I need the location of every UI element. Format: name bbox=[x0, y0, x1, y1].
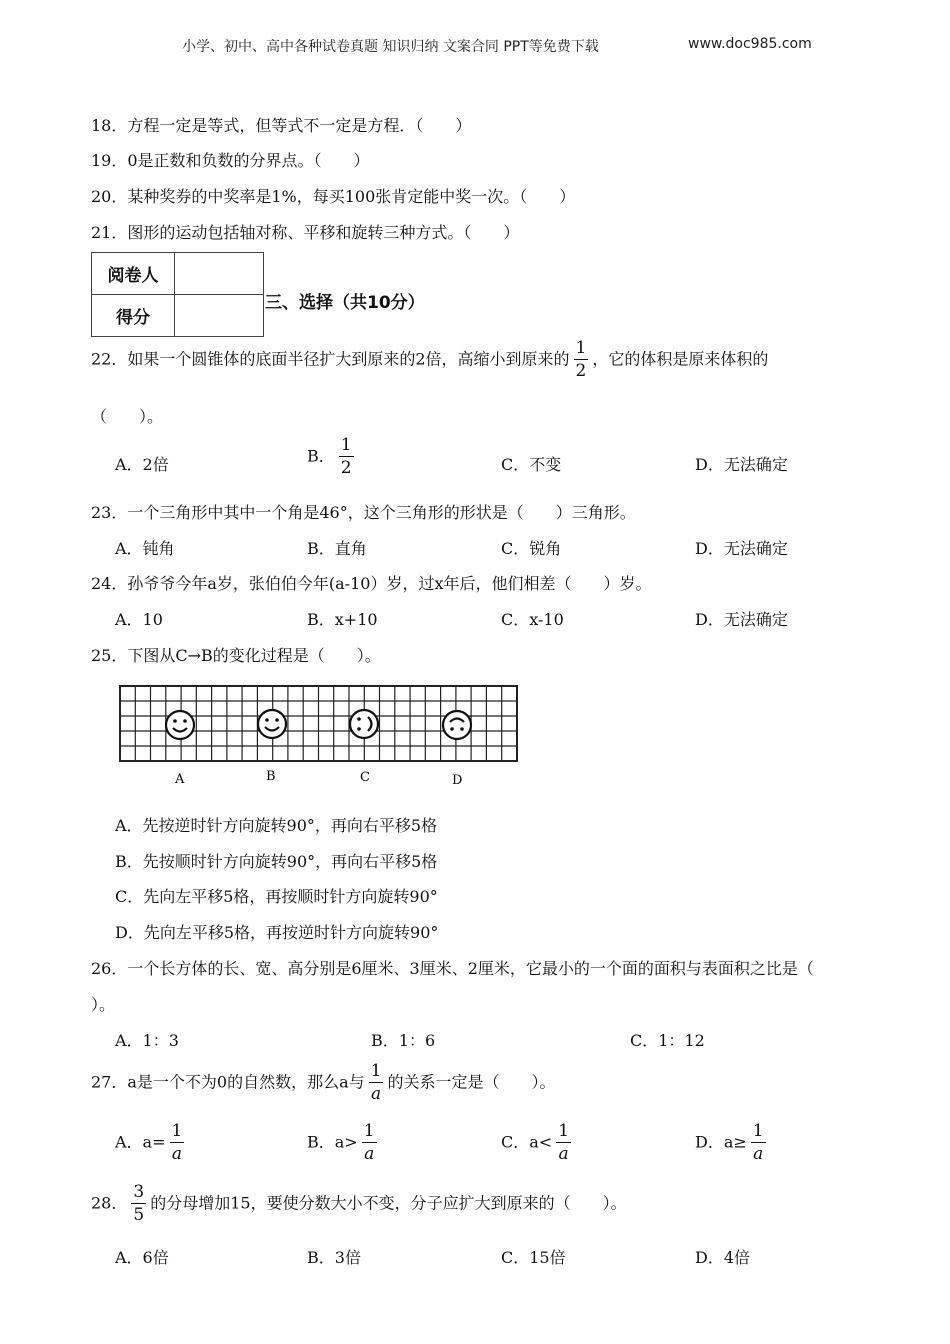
q26-line2: ）。 bbox=[91, 995, 116, 1014]
question-23: 23．一个三角形中其中一个角是46°，这个三角形的形状是（ ）三角形。 bbox=[91, 503, 636, 522]
q27-option-d[interactable] bbox=[695, 1123, 770, 1163]
question-27 bbox=[91, 1063, 555, 1103]
grid-label-a: A bbox=[175, 772, 185, 787]
q25-option-b[interactable]: B．先按顺时针方向旋转90°，再向右平移5格 bbox=[115, 852, 438, 871]
q24-option-a[interactable]: A．10 bbox=[115, 610, 163, 629]
q22-frac-den: 2 bbox=[575, 361, 587, 381]
q27-option-b-fraction bbox=[362, 1123, 377, 1163]
face-a-icon bbox=[166, 711, 194, 739]
q22-frac-num: 1 bbox=[575, 338, 587, 358]
reviewer-field[interactable] bbox=[175, 253, 264, 295]
q22-option-b-den: 2 bbox=[340, 458, 352, 478]
q22-option-b-fraction bbox=[339, 437, 354, 477]
q22-fraction bbox=[574, 340, 589, 380]
q27-option-b-den: a bbox=[364, 1144, 375, 1164]
grid-label-d: D bbox=[452, 773, 463, 788]
q27-option-b-num: 1 bbox=[363, 1121, 375, 1141]
q27-option-c-prefix: C．a< bbox=[501, 1132, 553, 1152]
q28-fraction bbox=[131, 1184, 146, 1224]
question-22 bbox=[91, 340, 768, 380]
q25-option-c[interactable]: C．先向左平移5格，再按顺时针方向旋转90° bbox=[115, 887, 438, 906]
q22-option-b-num: 1 bbox=[340, 435, 352, 455]
q26-option-c[interactable]: C．1：12 bbox=[630, 1031, 705, 1050]
q28-option-b[interactable]: B．3倍 bbox=[307, 1248, 361, 1267]
q27-option-a[interactable] bbox=[115, 1123, 188, 1163]
transform-grid-figure bbox=[118, 684, 522, 790]
q23-option-d[interactable]: D．无法确定 bbox=[695, 539, 788, 558]
q27-frac-num: 1 bbox=[370, 1061, 382, 1081]
q27-option-a-num: 1 bbox=[171, 1121, 183, 1141]
q24-option-c[interactable]: C．x-10 bbox=[501, 610, 564, 629]
q27-fraction bbox=[369, 1063, 384, 1103]
q28-text-after: 的分母增加15，要使分数大小不变，分子应扩大到原来的（ ）。 bbox=[150, 1193, 627, 1213]
q27-option-b-prefix: B．a> bbox=[307, 1132, 358, 1152]
grid-label-c: C bbox=[360, 770, 370, 785]
q27-option-d-num: 1 bbox=[752, 1121, 764, 1141]
q27-option-a-den: a bbox=[171, 1144, 182, 1164]
q27-option-c-fraction bbox=[556, 1123, 571, 1163]
q27-option-d-fraction bbox=[751, 1123, 766, 1163]
question-21: 21．图形的运动包括轴对称、平移和旋转三种方式。（ ） bbox=[91, 223, 520, 242]
score-label: 得分 bbox=[92, 295, 175, 337]
q24-option-b[interactable]: B．x+10 bbox=[307, 610, 378, 629]
question-20: 20．某种奖券的中奖率是1%，每买100张肯定能中奖一次。（ ） bbox=[91, 187, 576, 206]
q27-text-after: 的关系一定是（ ）。 bbox=[387, 1072, 556, 1092]
q27-option-a-fraction bbox=[170, 1123, 185, 1163]
question-28 bbox=[91, 1184, 627, 1224]
header-text: 小学、初中、高中各种试卷真题 知识归纳 文案合同 PPT等免费下载 bbox=[182, 39, 599, 55]
score-box bbox=[91, 252, 264, 337]
reviewer-label: 阅卷人 bbox=[92, 253, 175, 295]
q23-option-a[interactable]: A．钝角 bbox=[115, 539, 175, 558]
q27-text-before: 27．a是一个不为0的自然数，那么a与 bbox=[91, 1072, 365, 1092]
question-19: 19．0是正数和负数的分界点。（ ） bbox=[91, 151, 370, 170]
q22-text-after: ，它的体积是原来体积的 bbox=[592, 349, 769, 369]
q27-option-c-num: 1 bbox=[558, 1121, 570, 1141]
q28-frac-den: 5 bbox=[133, 1205, 145, 1225]
q26-option-b[interactable]: B．1：6 bbox=[371, 1031, 436, 1050]
q22-option-d[interactable]: D．无法确定 bbox=[695, 455, 788, 474]
q23-option-c[interactable]: C．锐角 bbox=[501, 539, 562, 558]
q22-text-before: 22．如果一个圆锥体的底面半径扩大到原来的2倍，高缩小到原来的 bbox=[91, 349, 570, 369]
q23-option-b[interactable]: B．直角 bbox=[307, 539, 367, 558]
header-url[interactable]: www.doc985.com bbox=[688, 36, 812, 52]
q22-option-a[interactable]: A．2倍 bbox=[115, 455, 169, 474]
q25-option-d[interactable]: D．先向左平移5格，再按逆时针方向旋转90° bbox=[115, 923, 439, 942]
q27-frac-den: a bbox=[370, 1084, 382, 1104]
q24-option-d[interactable]: D．无法确定 bbox=[695, 610, 788, 629]
q28-option-d[interactable]: D．4倍 bbox=[695, 1248, 751, 1267]
q27-option-c[interactable] bbox=[501, 1123, 575, 1163]
q28-frac-num: 3 bbox=[133, 1182, 145, 1202]
question-26: 26．一个长方体的长、宽、高分别是6厘米、3厘米、2厘米，它最小的一个面的面积与表面积之比是（ bbox=[91, 959, 814, 978]
question-25: 25．下图从C→B的变化过程是（ ）。 bbox=[91, 646, 381, 665]
grid-label-b: B bbox=[266, 769, 276, 784]
q27-option-b[interactable] bbox=[307, 1123, 381, 1163]
q26-option-a[interactable]: A．1：3 bbox=[115, 1031, 179, 1050]
q28-option-a[interactable]: A．6倍 bbox=[115, 1248, 169, 1267]
q22-option-b[interactable] bbox=[307, 437, 358, 477]
section-title: 三、选择（共10分） bbox=[265, 293, 425, 313]
score-field[interactable] bbox=[175, 295, 264, 337]
q27-option-a-prefix: A．a= bbox=[115, 1132, 166, 1152]
q22-line2: （ ）。 bbox=[91, 407, 164, 426]
q28-option-c[interactable]: C．15倍 bbox=[501, 1248, 566, 1267]
face-d-icon bbox=[443, 711, 471, 739]
q22-option-b-prefix: B． bbox=[307, 446, 335, 466]
q28-prefix: 28． bbox=[91, 1193, 128, 1213]
q27-option-d-prefix: D．a≥ bbox=[695, 1132, 747, 1152]
face-b-icon bbox=[258, 710, 286, 738]
q27-option-d-den: a bbox=[753, 1144, 764, 1164]
question-18: 18．方程一定是等式，但等式不一定是方程．（ ） bbox=[91, 116, 472, 135]
q25-option-a[interactable]: A．先按逆时针方向旋转90°，再向右平移5格 bbox=[115, 816, 438, 835]
q27-option-c-den: a bbox=[558, 1144, 569, 1164]
question-24: 24．孙爷爷今年a岁，张伯伯今年(a-10）岁，过x年后，他们相差（ ）岁。 bbox=[91, 574, 652, 593]
face-c-icon bbox=[350, 710, 378, 738]
q22-option-c[interactable]: C．不变 bbox=[501, 455, 562, 474]
